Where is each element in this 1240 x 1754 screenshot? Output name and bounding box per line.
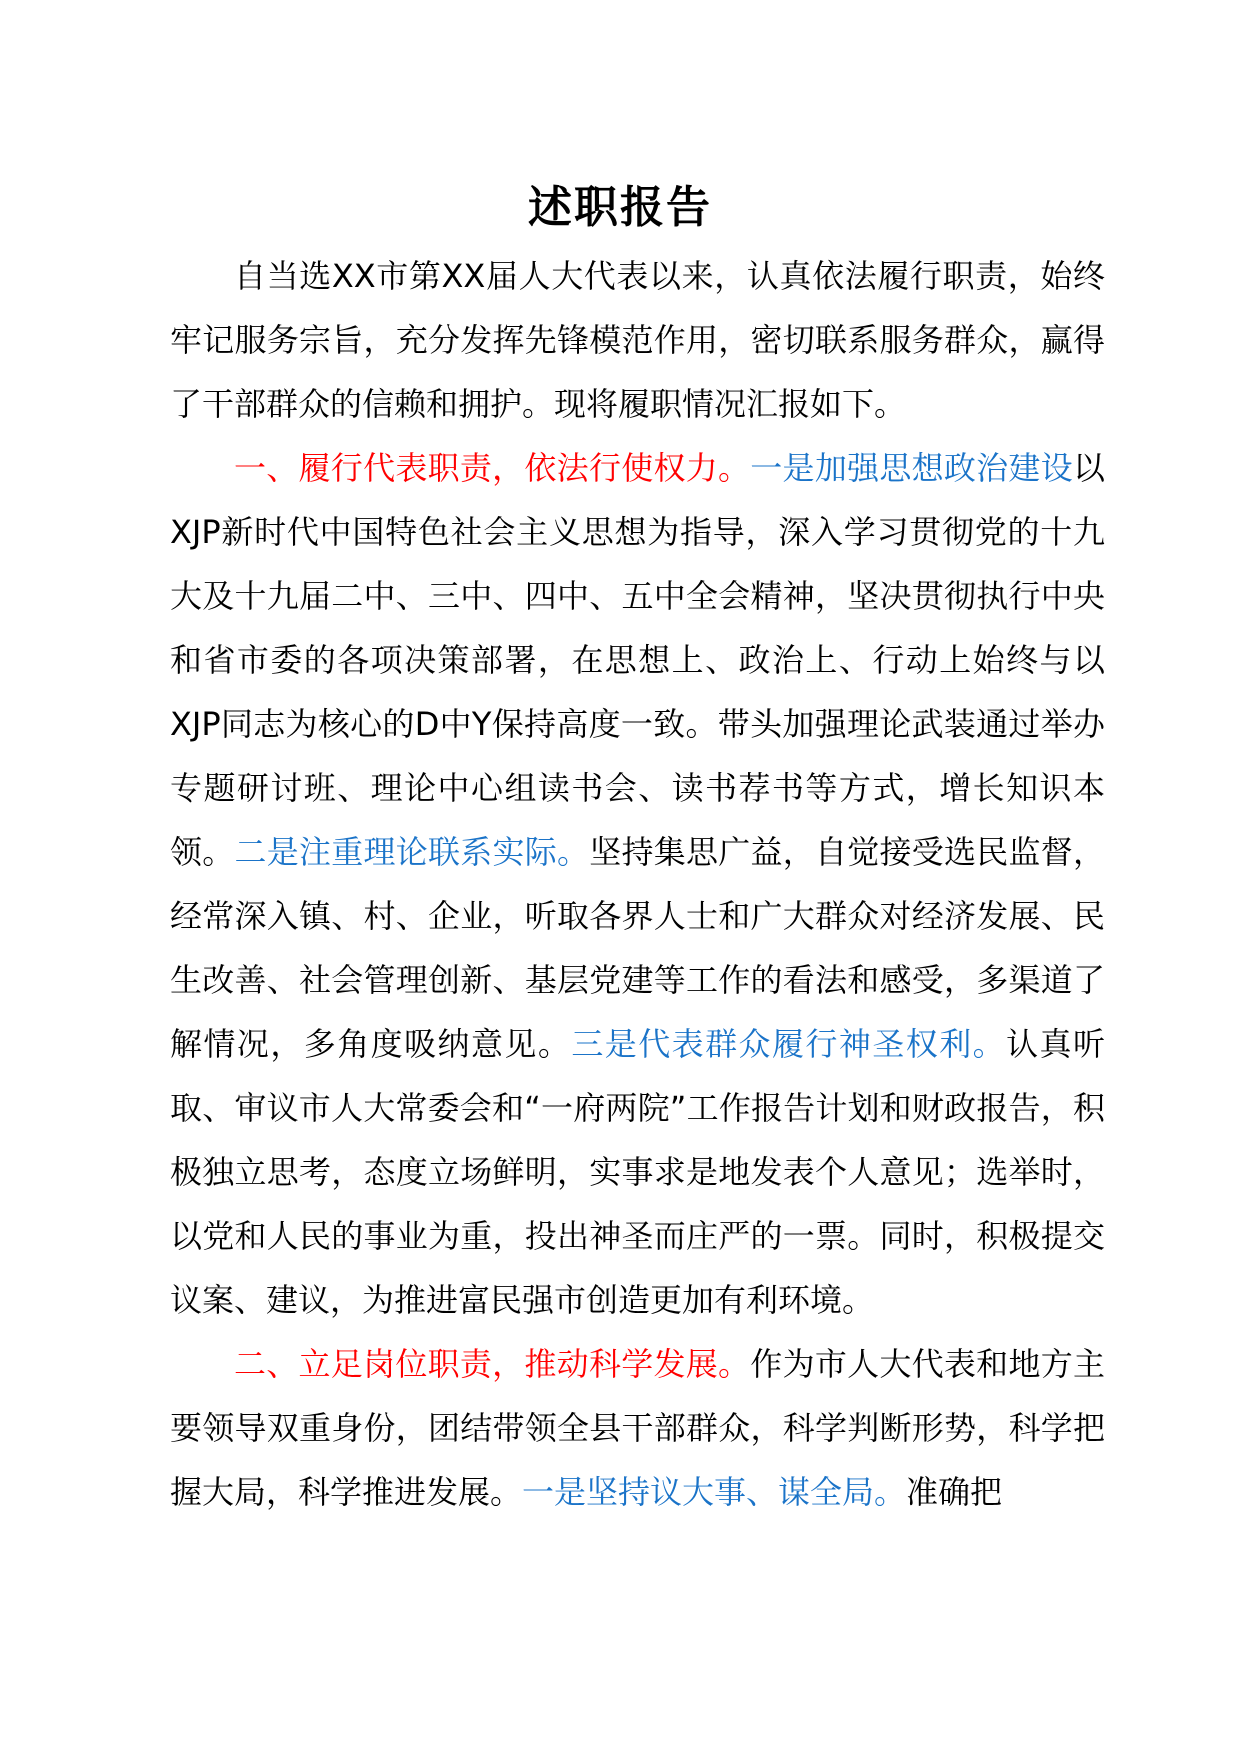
text-segment: 准确把 (906, 1473, 1003, 1511)
text-segment: 自当选XX市第XX届人大代表以来，认真依法履行职责，始终牢记服务宗旨，充分发挥先锋模范作用，密切联系服务群众，赢得了干部群众的信赖和拥护。现将履职情况汇报如下。 (170, 257, 1105, 423)
sub-heading: 一是加强思想政治建设 (750, 449, 1073, 487)
page-title: 述职报告 (528, 182, 712, 233)
sub-heading: 二是注重理论联系实际。 (234, 833, 590, 871)
text-segment: 认真听取、审议市人大常委会和“一府两院”工作报告计划和财政报告，积极独立思考，态度立场鲜明，实事求是地发表个人意见；选举时，以党和人民的事业为重，投出神圣而庄严的一票。同时，积极提交议案、建议，为推进富民强市创造更加有利环境。 (170, 1025, 1105, 1319)
paragraph (170, 1332, 1105, 1524)
paragraph (170, 436, 1105, 1332)
text-segment: 坚持集思广益，自觉接受选民监督，经常深入镇、村、企业，听取各界人士和广大群众对经济发展、民生改善、社会管理创新、基层党建等工作的看法和感受，多渠道了解情况，多角度吸纳意见。 (170, 833, 1105, 1063)
sub-heading: 三是代表群众履行神圣权利。 (571, 1025, 1007, 1063)
document-body (170, 244, 1105, 1524)
section-heading: 二、立足岗位职责，推动科学发展。 (234, 1345, 751, 1383)
text-segment: 以XJP新时代中国特色社会主义思想为指导，深入学习贯彻党的十九大及十九届二中、三中、四中、五中全会精神，坚决贯彻执行中央和省市委的各项决策部署，在思想上、政治上、行动上始终与以XJP同志为核心的D中Y保持高度一致。带头加强理论武装通过举办专题研讨班、理论中心组读书会、读书荐书等方式，增长知识本领。 (170, 449, 1105, 871)
paragraph (170, 244, 1105, 436)
section-heading: 一、履行代表职责，依法行使权力。 (234, 449, 751, 487)
text-segment: 作为市人大代表和地方主要领导双重身份，团结带领全县干部群众，科学判断形势，科学把握大局，科学推进发展。 (170, 1345, 1105, 1511)
sub-heading: 一是坚持议大事、谋全局。 (522, 1473, 907, 1511)
